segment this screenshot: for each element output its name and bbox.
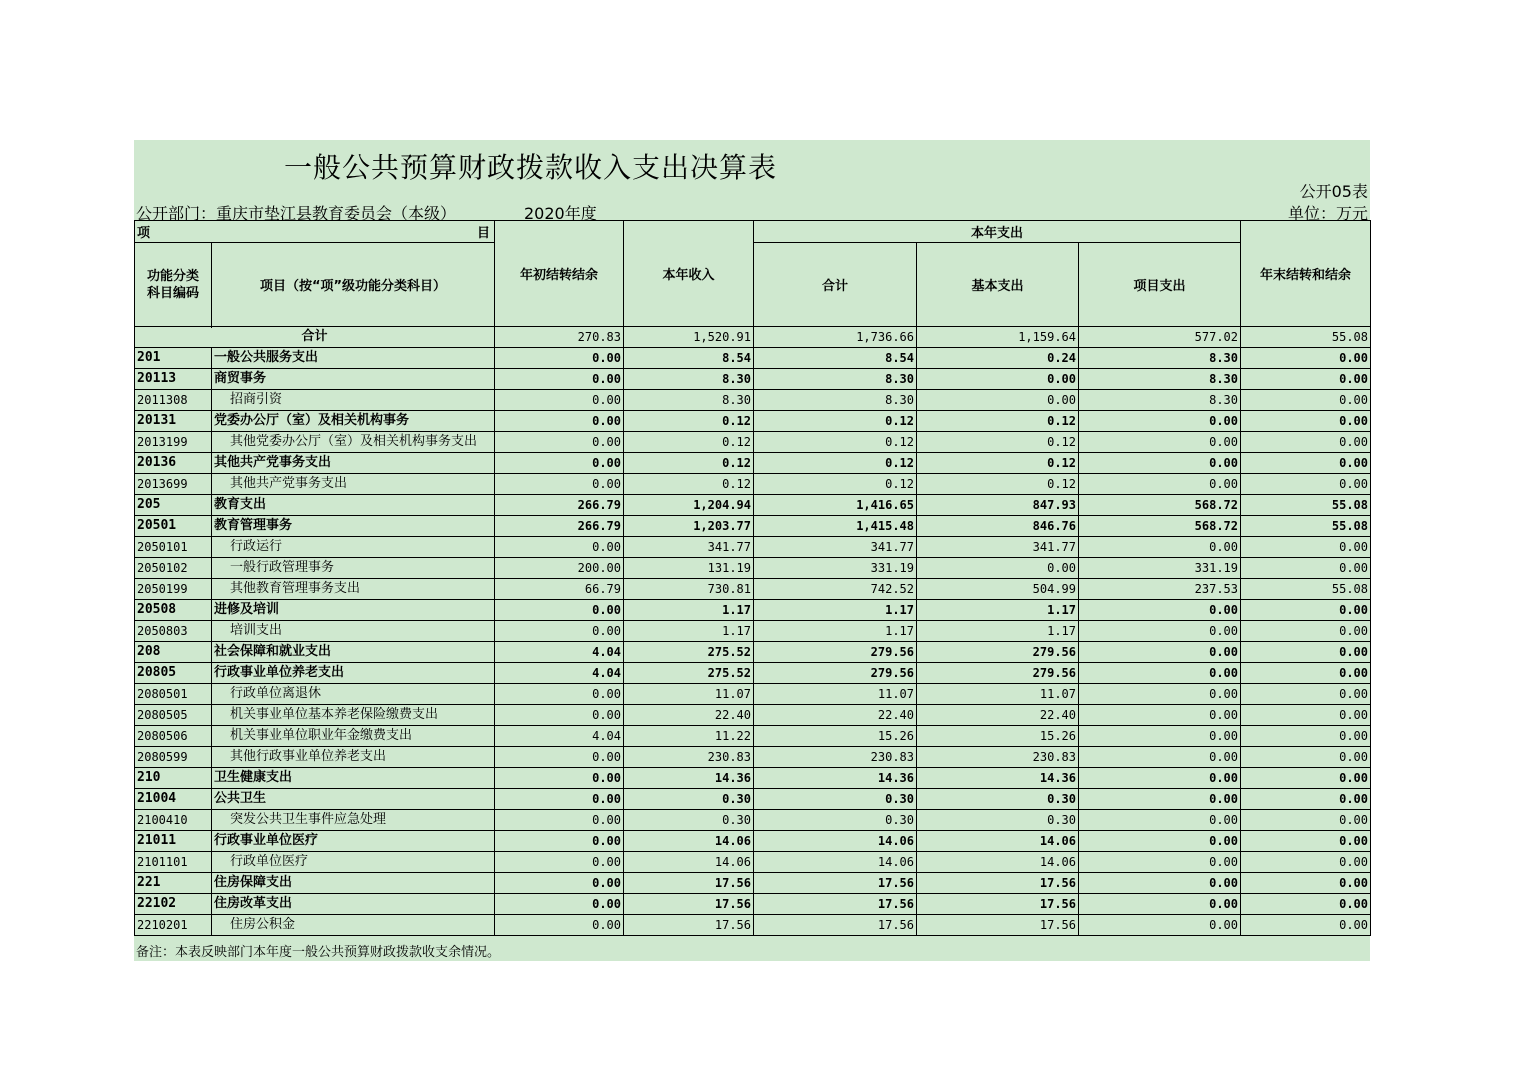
footnote: 备注：本表反映部门本年度一般公共预算财政拨款收支余情况。 (136, 945, 501, 960)
row-closing: 0.00 (1241, 747, 1371, 768)
row-name: 教育管理事务 (212, 516, 495, 537)
row-name: 行政单位医疗 (212, 852, 495, 873)
row-expense: 8.30 (754, 390, 917, 411)
row-name: 培训支出 (212, 621, 495, 642)
header-name: 项目（按“项”级功能分类科目） (212, 243, 495, 327)
row-closing: 0.00 (1241, 558, 1371, 579)
row-project: 0.00 (1079, 705, 1241, 726)
row-project: 0.00 (1079, 726, 1241, 747)
row-income: 0.30 (624, 810, 754, 831)
row-project: 331.19 (1079, 558, 1241, 579)
row-income: 11.07 (624, 684, 754, 705)
row-income: 11.22 (624, 726, 754, 747)
table-row (135, 411, 1371, 432)
header-item-left: 项 (137, 226, 151, 241)
row-basic: 14.06 (917, 852, 1079, 873)
row-code: 2050101 (135, 537, 212, 558)
row-name: 商贸事务 (212, 369, 495, 390)
row-closing: 0.00 (1241, 810, 1371, 831)
form-number: 公开05表 (1299, 182, 1368, 201)
row-expense: 1,415.48 (754, 516, 917, 537)
row-code: 2013699 (135, 474, 212, 495)
row-code: 2080599 (135, 747, 212, 768)
row-expense: 230.83 (754, 747, 917, 768)
row-basic: 1.17 (917, 600, 1079, 621)
row-name: 行政运行 (212, 537, 495, 558)
row-project: 0.00 (1079, 831, 1241, 852)
table-row (135, 789, 1371, 810)
row-opening: 0.00 (495, 390, 624, 411)
row-project: 8.30 (1079, 369, 1241, 390)
row-closing: 0.00 (1241, 726, 1371, 747)
row-project: 0.00 (1079, 747, 1241, 768)
header-closing-balance: 年末结转和结余 (1241, 221, 1371, 327)
row-expense: 0.30 (754, 789, 917, 810)
row-expense: 11.07 (754, 684, 917, 705)
row-name: 机关事业单位职业年金缴费支出 (212, 726, 495, 747)
header-basic-expense: 基本支出 (917, 243, 1079, 327)
row-project: 0.00 (1079, 474, 1241, 495)
row-name: 卫生健康支出 (212, 768, 495, 789)
row-basic: 22.40 (917, 705, 1079, 726)
row-name: 其他党委办公厅（室）及相关机构事务支出 (212, 432, 495, 453)
header-opening-balance: 年初结转结余 (495, 221, 624, 327)
table-row (135, 369, 1371, 390)
row-code: 2050102 (135, 558, 212, 579)
row-project: 0.00 (1079, 915, 1241, 936)
row-project: 0.00 (1079, 684, 1241, 705)
row-basic: 0.24 (917, 348, 1079, 369)
row-closing: 0.00 (1241, 600, 1371, 621)
table-row (135, 810, 1371, 831)
row-closing: 0.00 (1241, 663, 1371, 684)
row-expense: 0.12 (754, 453, 917, 474)
row-income: 8.30 (624, 390, 754, 411)
row-income: 14.06 (624, 852, 754, 873)
total-label: 合计 (135, 327, 495, 348)
table-row (135, 495, 1371, 516)
row-basic: 0.12 (917, 474, 1079, 495)
row-opening: 66.79 (495, 579, 624, 600)
row-name: 行政事业单位医疗 (212, 831, 495, 852)
row-project: 0.00 (1079, 411, 1241, 432)
row-opening: 4.04 (495, 642, 624, 663)
row-income: 8.30 (624, 369, 754, 390)
row-code: 2050803 (135, 621, 212, 642)
row-income: 275.52 (624, 663, 754, 684)
row-opening: 0.00 (495, 411, 624, 432)
row-closing: 0.00 (1241, 915, 1371, 936)
row-project: 237.53 (1079, 579, 1241, 600)
row-expense: 14.06 (754, 831, 917, 852)
row-name: 进修及培训 (212, 600, 495, 621)
row-name: 住房公积金 (212, 915, 495, 936)
row-name: 党委办公厅（室）及相关机构事务 (212, 411, 495, 432)
row-expense: 742.52 (754, 579, 917, 600)
row-closing: 0.00 (1241, 348, 1371, 369)
row-income: 0.12 (624, 474, 754, 495)
row-income: 14.06 (624, 831, 754, 852)
row-opening: 4.04 (495, 663, 624, 684)
table-row (135, 663, 1371, 684)
row-basic: 17.56 (917, 894, 1079, 915)
row-opening: 0.00 (495, 369, 624, 390)
table-row (135, 684, 1371, 705)
row-income: 131.19 (624, 558, 754, 579)
row-code: 20805 (135, 663, 212, 684)
row-expense: 22.40 (754, 705, 917, 726)
row-expense: 1.17 (754, 600, 917, 621)
row-closing: 0.00 (1241, 642, 1371, 663)
row-opening: 0.00 (495, 747, 624, 768)
row-code: 2210201 (135, 915, 212, 936)
table-row (135, 516, 1371, 537)
total-expense: 1,736.66 (754, 327, 917, 348)
row-income: 275.52 (624, 642, 754, 663)
row-project: 0.00 (1079, 453, 1241, 474)
row-expense: 279.56 (754, 663, 917, 684)
row-project: 0.00 (1079, 852, 1241, 873)
row-name: 机关事业单位基本养老保险缴费支出 (212, 705, 495, 726)
total-closing: 55.08 (1241, 327, 1371, 348)
row-code: 20501 (135, 516, 212, 537)
row-closing: 0.00 (1241, 453, 1371, 474)
row-basic: 847.93 (917, 495, 1079, 516)
row-name: 一般公共服务支出 (212, 348, 495, 369)
spreadsheet-sheet (134, 140, 1370, 961)
row-income: 230.83 (624, 747, 754, 768)
table-row (135, 621, 1371, 642)
row-expense: 279.56 (754, 642, 917, 663)
row-code: 221 (135, 873, 212, 894)
table-row (135, 747, 1371, 768)
row-code: 22102 (135, 894, 212, 915)
budget-table (134, 220, 1371, 936)
row-closing: 0.00 (1241, 432, 1371, 453)
row-expense: 1.17 (754, 621, 917, 642)
row-name: 住房改革支出 (212, 894, 495, 915)
row-basic: 504.99 (917, 579, 1079, 600)
row-code: 20131 (135, 411, 212, 432)
row-opening: 0.00 (495, 705, 624, 726)
row-code: 205 (135, 495, 212, 516)
row-opening: 0.00 (495, 432, 624, 453)
row-basic: 17.56 (917, 915, 1079, 936)
row-basic: 14.36 (917, 768, 1079, 789)
row-basic: 14.06 (917, 831, 1079, 852)
row-income: 1.17 (624, 621, 754, 642)
row-income: 17.56 (624, 915, 754, 936)
row-basic: 17.56 (917, 873, 1079, 894)
row-basic: 11.07 (917, 684, 1079, 705)
table-row (135, 432, 1371, 453)
row-project: 0.00 (1079, 873, 1241, 894)
row-project: 8.30 (1079, 390, 1241, 411)
row-project: 0.00 (1079, 621, 1241, 642)
row-code: 2101101 (135, 852, 212, 873)
row-expense: 14.36 (754, 768, 917, 789)
row-income: 730.81 (624, 579, 754, 600)
table-row (135, 915, 1371, 936)
unit-label: 单位：万元 (1287, 204, 1368, 223)
row-income: 0.12 (624, 432, 754, 453)
row-name: 住房保障支出 (212, 873, 495, 894)
row-name: 公共卫生 (212, 789, 495, 810)
table-row (135, 600, 1371, 621)
row-project: 0.00 (1079, 894, 1241, 915)
row-income: 8.54 (624, 348, 754, 369)
row-code: 20136 (135, 453, 212, 474)
row-expense: 17.56 (754, 873, 917, 894)
row-project: 0.00 (1079, 600, 1241, 621)
row-name: 教育支出 (212, 495, 495, 516)
row-name: 其他教育管理事务支出 (212, 579, 495, 600)
row-code: 2050199 (135, 579, 212, 600)
row-project: 0.00 (1079, 810, 1241, 831)
header-current-income: 本年收入 (624, 221, 754, 327)
row-opening: 0.00 (495, 915, 624, 936)
row-name: 社会保障和就业支出 (212, 642, 495, 663)
row-opening: 0.00 (495, 810, 624, 831)
row-closing: 0.00 (1241, 768, 1371, 789)
table-row (135, 453, 1371, 474)
report-title: 一般公共预算财政拨款收入支出决算表 (284, 151, 778, 184)
row-project: 0.00 (1079, 789, 1241, 810)
row-project: 0.00 (1079, 432, 1241, 453)
row-opening: 0.00 (495, 621, 624, 642)
row-income: 0.30 (624, 789, 754, 810)
table-row (135, 726, 1371, 747)
row-basic: 15.26 (917, 726, 1079, 747)
row-closing: 0.00 (1241, 705, 1371, 726)
header-item-right: 目 (476, 226, 490, 241)
row-opening: 200.00 (495, 558, 624, 579)
row-code: 21011 (135, 831, 212, 852)
row-code: 2100410 (135, 810, 212, 831)
header-item (135, 221, 495, 243)
row-opening: 0.00 (495, 873, 624, 894)
row-opening: 0.00 (495, 768, 624, 789)
row-name: 行政事业单位养老支出 (212, 663, 495, 684)
row-code: 201 (135, 348, 212, 369)
row-closing: 0.00 (1241, 390, 1371, 411)
row-basic: 0.12 (917, 432, 1079, 453)
row-name: 其他共产党事务支出 (212, 453, 495, 474)
row-expense: 8.54 (754, 348, 917, 369)
row-opening: 4.04 (495, 726, 624, 747)
row-opening: 266.79 (495, 516, 624, 537)
row-income: 14.36 (624, 768, 754, 789)
row-project: 8.30 (1079, 348, 1241, 369)
row-income: 1,204.94 (624, 495, 754, 516)
row-expense: 1,416.65 (754, 495, 917, 516)
row-closing: 0.00 (1241, 411, 1371, 432)
row-income: 1,203.77 (624, 516, 754, 537)
row-basic: 279.56 (917, 642, 1079, 663)
row-project: 568.72 (1079, 495, 1241, 516)
row-basic: 0.00 (917, 390, 1079, 411)
table-row (135, 852, 1371, 873)
row-basic: 0.00 (917, 558, 1079, 579)
row-income: 17.56 (624, 873, 754, 894)
row-opening: 0.00 (495, 453, 624, 474)
row-code: 2080506 (135, 726, 212, 747)
row-opening: 0.00 (495, 831, 624, 852)
row-expense: 14.06 (754, 852, 917, 873)
row-basic: 0.12 (917, 453, 1079, 474)
table-row (135, 537, 1371, 558)
total-project: 577.02 (1079, 327, 1241, 348)
row-expense: 331.19 (754, 558, 917, 579)
table-row (135, 831, 1371, 852)
row-code: 20113 (135, 369, 212, 390)
header-project-expense: 项目支出 (1079, 243, 1241, 327)
fiscal-year: 2020年度 (524, 204, 597, 223)
total-basic: 1,159.64 (917, 327, 1079, 348)
table-row (135, 768, 1371, 789)
row-code: 208 (135, 642, 212, 663)
row-income: 341.77 (624, 537, 754, 558)
total-income: 1,520.91 (624, 327, 754, 348)
row-closing: 55.08 (1241, 579, 1371, 600)
header-current-expense: 本年支出 (754, 221, 1241, 243)
row-basic: 0.00 (917, 369, 1079, 390)
row-expense: 0.12 (754, 474, 917, 495)
row-closing: 0.00 (1241, 789, 1371, 810)
table-row (135, 705, 1371, 726)
row-code: 2080501 (135, 684, 212, 705)
row-opening: 0.00 (495, 348, 624, 369)
row-project: 0.00 (1079, 537, 1241, 558)
row-closing: 0.00 (1241, 369, 1371, 390)
row-project: 0.00 (1079, 768, 1241, 789)
total-row (135, 327, 1371, 348)
row-expense: 17.56 (754, 894, 917, 915)
table-row (135, 894, 1371, 915)
row-income: 17.56 (624, 894, 754, 915)
row-code: 21004 (135, 789, 212, 810)
row-opening: 0.00 (495, 684, 624, 705)
header-expense-total: 合计 (754, 243, 917, 327)
row-expense: 0.12 (754, 411, 917, 432)
row-income: 22.40 (624, 705, 754, 726)
total-opening: 270.83 (495, 327, 624, 348)
table-row (135, 474, 1371, 495)
table-row (135, 579, 1371, 600)
row-opening: 0.00 (495, 537, 624, 558)
row-basic: 1.17 (917, 621, 1079, 642)
row-project: 568.72 (1079, 516, 1241, 537)
row-closing: 0.00 (1241, 831, 1371, 852)
row-opening: 0.00 (495, 789, 624, 810)
row-expense: 0.30 (754, 810, 917, 831)
row-opening: 0.00 (495, 474, 624, 495)
row-closing: 0.00 (1241, 852, 1371, 873)
row-project: 0.00 (1079, 663, 1241, 684)
row-name: 招商引资 (212, 390, 495, 411)
row-name: 突发公共卫生事件应急处理 (212, 810, 495, 831)
row-expense: 341.77 (754, 537, 917, 558)
header-code: 功能分类科目编码 (135, 243, 212, 327)
row-name: 其他行政事业单位养老支出 (212, 747, 495, 768)
row-name: 一般行政管理事务 (212, 558, 495, 579)
row-project: 0.00 (1079, 642, 1241, 663)
row-basic: 341.77 (917, 537, 1079, 558)
row-closing: 0.00 (1241, 621, 1371, 642)
table-row (135, 642, 1371, 663)
row-closing: 0.00 (1241, 873, 1371, 894)
row-income: 1.17 (624, 600, 754, 621)
row-income: 0.12 (624, 453, 754, 474)
row-closing: 0.00 (1241, 537, 1371, 558)
row-code: 2013199 (135, 432, 212, 453)
table-row (135, 390, 1371, 411)
table-row (135, 348, 1371, 369)
row-opening: 0.00 (495, 852, 624, 873)
row-expense: 0.12 (754, 432, 917, 453)
row-closing: 55.08 (1241, 495, 1371, 516)
row-opening: 266.79 (495, 495, 624, 516)
row-income: 0.12 (624, 411, 754, 432)
row-closing: 0.00 (1241, 474, 1371, 495)
row-basic: 0.30 (917, 810, 1079, 831)
row-basic: 846.76 (917, 516, 1079, 537)
row-closing: 0.00 (1241, 894, 1371, 915)
row-opening: 0.00 (495, 894, 624, 915)
row-basic: 230.83 (917, 747, 1079, 768)
row-code: 2011308 (135, 390, 212, 411)
table-row (135, 558, 1371, 579)
row-expense: 8.30 (754, 369, 917, 390)
table-row (135, 873, 1371, 894)
row-basic: 279.56 (917, 663, 1079, 684)
row-code: 20508 (135, 600, 212, 621)
row-closing: 55.08 (1241, 516, 1371, 537)
row-closing: 0.00 (1241, 684, 1371, 705)
row-name: 行政单位离退休 (212, 684, 495, 705)
row-code: 210 (135, 768, 212, 789)
row-expense: 15.26 (754, 726, 917, 747)
row-basic: 0.30 (917, 789, 1079, 810)
row-basic: 0.12 (917, 411, 1079, 432)
row-opening: 0.00 (495, 600, 624, 621)
row-expense: 17.56 (754, 915, 917, 936)
department-label: 公开部门：重庆市垫江县教育委员会（本级） (136, 204, 457, 223)
row-code: 2080505 (135, 705, 212, 726)
row-name: 其他共产党事务支出 (212, 474, 495, 495)
